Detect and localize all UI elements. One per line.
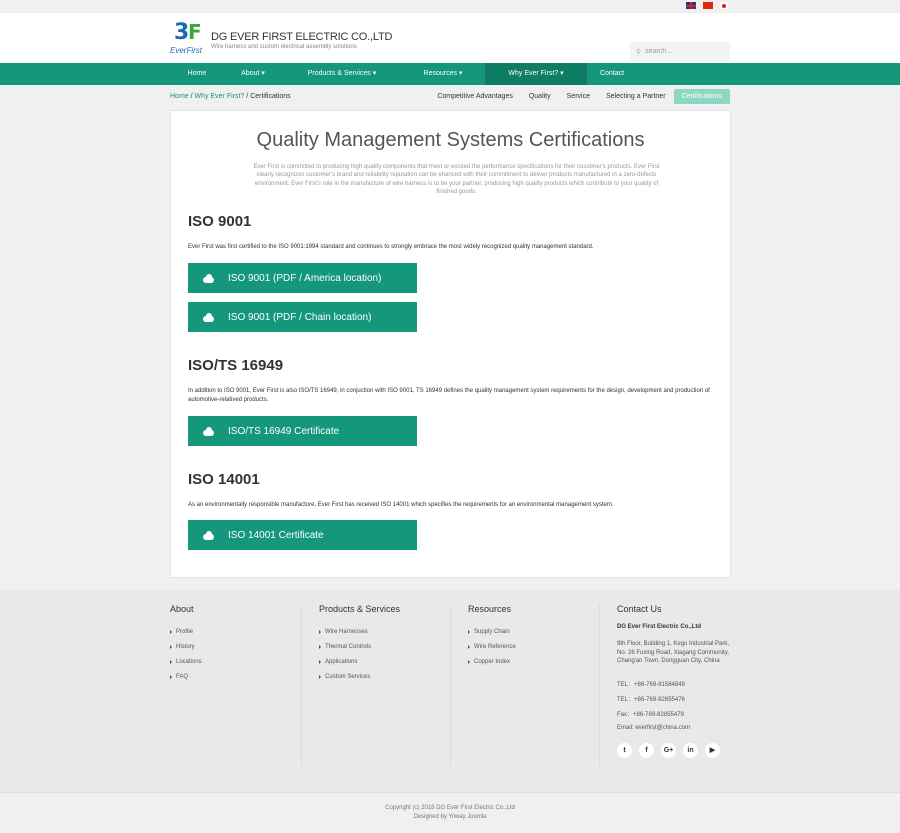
footer-link-wire-reference[interactable] (468, 639, 516, 654)
site-header (0, 13, 900, 63)
download-iso-ts16949-button[interactable] (188, 416, 417, 446)
footer-divider (450, 604, 451, 766)
copyright-bar (0, 792, 900, 833)
footer-link-wire-harnesses[interactable] (319, 624, 400, 639)
caret-right-icon (319, 630, 321, 634)
contact-tel-1: TEL：+86-769-81584849 (617, 681, 685, 688)
footer-divider (301, 604, 302, 766)
footer-link-copper-index[interactable] (468, 654, 516, 669)
search-icon: ⚲ (636, 48, 642, 56)
contact-fax: Fax：+86-769-82855479 (617, 711, 684, 718)
button-label: ISO 14001 Certificate (228, 529, 324, 541)
top-bar (0, 0, 900, 13)
footer-link-thermal-controls[interactable] (319, 639, 400, 654)
breadcrumb-home[interactable]: Home (170, 93, 189, 100)
section-title-iso-9001: ISO 9001 (188, 213, 252, 230)
nav-why-ever-first[interactable]: Why Ever First? ▾ (485, 63, 587, 85)
link-label: FAQ (176, 673, 189, 680)
breadcrumb-current: Certifications (250, 93, 291, 100)
section-text-iso-ts-16949: In addition to ISO 9001, Ever First is also ISO/TS 16949, in conjuction with ISO 9001, TS 16949 defines the quality management system requirements for the design, development and production of automotive-relatived products. (188, 388, 710, 403)
breadcrumb-parent[interactable]: Why Ever First? (194, 93, 245, 100)
footer-link-profile[interactable] (170, 624, 202, 639)
footer-resources (468, 604, 516, 669)
content-card (170, 110, 731, 578)
caret-right-icon (170, 660, 172, 664)
footer-about (170, 604, 202, 684)
cloud-download-icon (203, 531, 214, 540)
site-footer (0, 590, 900, 792)
footer-products-title: Products & Services (319, 604, 401, 614)
caret-right-icon (170, 645, 172, 649)
link-label: Supply Chain (474, 628, 510, 635)
link-label: Copper Index (474, 658, 511, 665)
caret-right-icon (319, 645, 321, 649)
nav-contact[interactable]: Contact (599, 70, 625, 77)
link-label: History (176, 643, 195, 650)
en-flag-icon[interactable] (686, 2, 696, 9)
footer-contact (617, 604, 732, 758)
footer-link-locations[interactable] (170, 654, 202, 669)
designer-credit: Designed by Yiiway Joomla (413, 813, 487, 820)
breadcrumb-separator: / (246, 93, 249, 100)
contact-tel-2: TEL：+86-769-82855476 (617, 696, 685, 703)
section-title-iso-14001: ISO 14001 (188, 471, 260, 488)
linkedin-icon[interactable]: in (683, 743, 698, 758)
nav-home[interactable]: Home (187, 70, 207, 77)
twitter-icon[interactable]: t (617, 743, 632, 758)
link-label: Wire Reference (474, 643, 516, 650)
section-title-iso-ts-16949: ISO/TS 16949 (188, 357, 284, 374)
page-title: Quality Management Systems Certifications (256, 129, 645, 151)
breadcrumb-bar (0, 85, 900, 108)
cloud-download-icon (203, 274, 214, 283)
nav-products-services[interactable]: Products & Services ▾ (307, 70, 377, 77)
download-iso9001-china-button[interactable] (188, 302, 417, 332)
breadcrumb-separator: / (190, 93, 193, 100)
social-links (617, 743, 732, 758)
footer-link-faq[interactable] (170, 669, 202, 684)
footer-about-title: About (170, 604, 194, 614)
footer-link-history[interactable] (170, 639, 202, 654)
footer-link-custom-services[interactable] (319, 669, 400, 684)
search-placeholder: search... (645, 48, 672, 55)
subnav-selecting-partner[interactable]: Selecting a Partner (605, 93, 666, 100)
download-iso14001-button[interactable] (188, 520, 417, 550)
intro-text: Ever First is committed to producing high quality components that meet or exceed the performance specifications for their cusotmer's products. Ever First clearly recognizes customer's brand and reliability reputation can be ehanced with their commitment to deliver products manufactured in a zero-defects environment. Ever First's role in the manufacture of wire harness is to be your partner, producing high quality products which contribute to your quality of finished goods. (253, 164, 660, 195)
copyright-text: Copyright (c) 2018 DG Ever First Electric Co.,Ltd (385, 805, 515, 811)
contact-address: 9th Floor, Building 1, Kegu Industrial Park, No. 26 Fuxing Road, Xiagang Community, Chang'an Town, Dongguan City, China (617, 641, 730, 664)
button-label: ISO 9001 (PDF / America location) (228, 272, 382, 284)
subnav-service[interactable]: Service (566, 93, 590, 100)
caret-right-icon (170, 675, 172, 679)
subnav-quality[interactable]: Quality (528, 93, 551, 100)
section-subnav (429, 89, 730, 104)
caret-right-icon (468, 630, 470, 634)
link-label: Custom Services (325, 673, 371, 680)
language-switcher (686, 2, 728, 9)
subnav-competitive-advantages[interactable]: Competitive Advantages (437, 93, 513, 100)
site-logo[interactable] (170, 22, 392, 58)
caret-right-icon (170, 630, 172, 634)
footer-link-applications[interactable] (319, 654, 400, 669)
button-label: ISO 9001 (PDF / Chain location) (228, 311, 372, 323)
youtube-icon[interactable]: ▶ (705, 743, 720, 758)
footer-divider (599, 604, 600, 766)
caret-right-icon (319, 675, 321, 679)
link-label: Locations (176, 658, 202, 665)
site-title: DG EVER FIRST ELECTRIC CO.,LTD (211, 31, 393, 43)
search-input[interactable] (630, 42, 730, 61)
section-text-iso-14001: As an environmentally responsible manufacture, Ever First has received ISO 14001 which specifies the requirements for an environmental management system. (188, 502, 614, 508)
contact-company: DG Ever First Electric Co.,Ltd (617, 624, 702, 630)
logo-mark-icon: 3 F EverFirst (170, 20, 202, 55)
breadcrumb (170, 93, 291, 100)
caret-right-icon (468, 645, 470, 649)
nav-about[interactable]: About ▾ (241, 70, 265, 77)
caret-right-icon (319, 660, 321, 664)
jp-flag-icon[interactable] (720, 2, 728, 9)
nav-resources[interactable]: Resources ▾ (423, 70, 463, 77)
cloud-download-icon (203, 313, 214, 322)
cn-flag-icon[interactable] (703, 2, 713, 9)
link-label: Wire Harnesses (325, 628, 368, 635)
contact-email[interactable]: Email: everfirst@china.com (617, 725, 691, 731)
download-iso9001-america-button[interactable] (188, 263, 417, 293)
footer-link-supply-chain[interactable] (468, 624, 516, 639)
link-label: Profile (176, 628, 194, 635)
button-label: ISO/TS 16949 Certificate (228, 425, 340, 437)
footer-resources-title: Resources (468, 604, 512, 614)
facebook-icon[interactable]: f (639, 743, 654, 758)
footer-contact-title: Contact Us (617, 604, 662, 614)
cloud-download-icon (203, 427, 214, 436)
caret-right-icon (468, 660, 470, 664)
section-text-iso-9001: Ever First was first certified to the ISO 9001:1994 standard and continues to strongly embrace the most widely recognized quality management standard. (188, 244, 594, 250)
link-label: Thermal Controls (325, 643, 372, 650)
subnav-certifications[interactable]: Certifications (674, 89, 730, 104)
link-label: Applications (325, 658, 358, 665)
google-plus-icon[interactable]: G+ (661, 743, 676, 758)
site-tagline: Wire harness and custom electrical assembly solutions (211, 44, 357, 50)
logo-sub: EverFirst (170, 46, 202, 55)
footer-products (319, 604, 400, 684)
main-nav (0, 63, 900, 85)
